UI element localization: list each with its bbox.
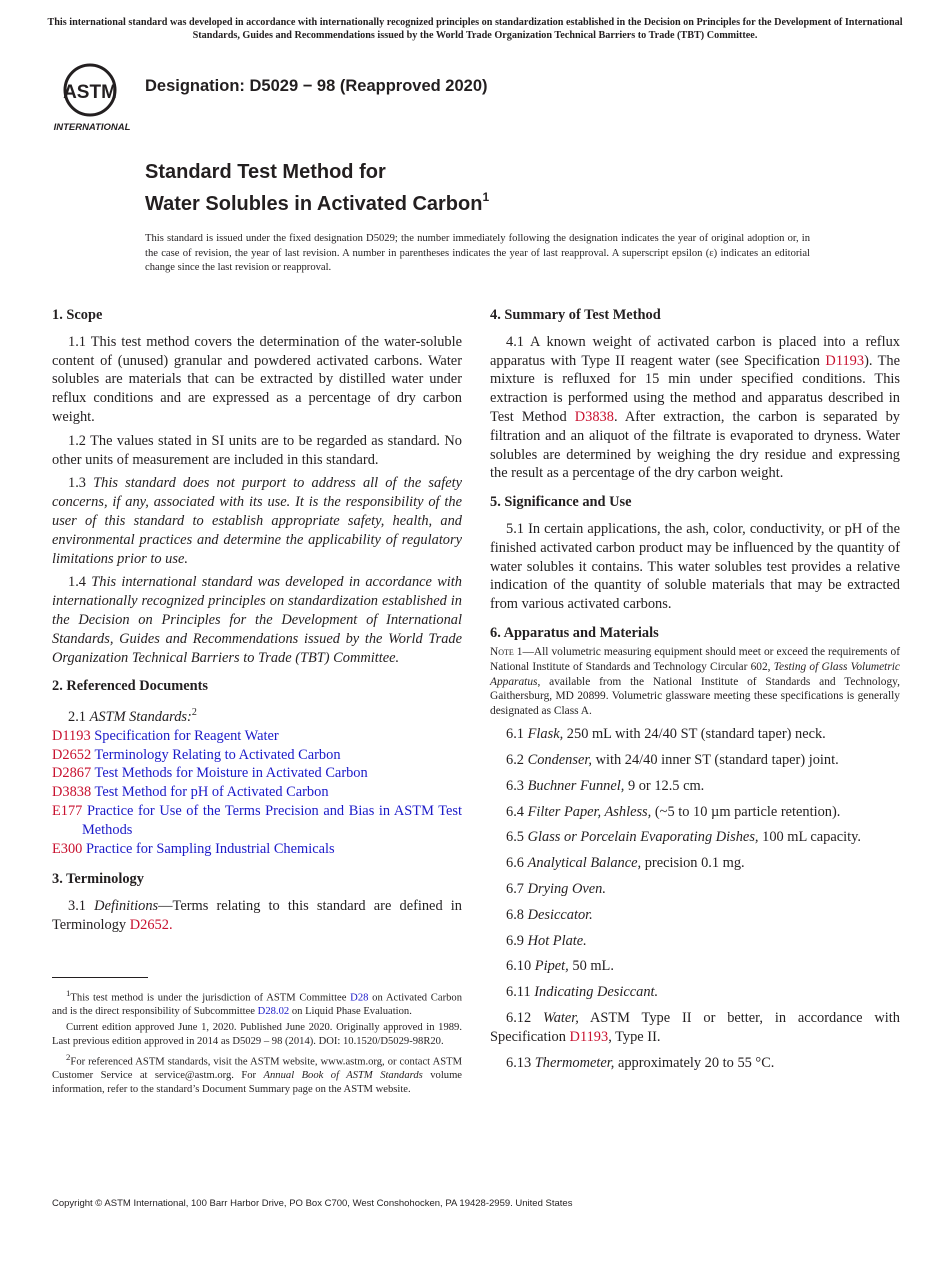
apparatus-item: 6.2 Condenser, with 24/40 inner ST (standard taper) joint. bbox=[506, 752, 839, 769]
apparatus-item: 6.3 Buchner Funnel, 9 or 12.5 cm. bbox=[506, 777, 705, 794]
logo-subtitle: INTERNATIONAL bbox=[53, 122, 131, 133]
referenced-heading: 2. Referenced Documents bbox=[52, 678, 208, 695]
reference-item bbox=[52, 764, 462, 783]
summary-heading: 4. Summary of Test Method bbox=[490, 307, 661, 323]
summary-4-1: 4.1 A known weight of activated carbon is placed into a reflux apparatus with Type II reagent water (see Specification D1193). The mixture is refluxed for 15 min under specified conditions. This extraction is performed using the method and apparatus described in Test Method D3838. After extraction, the carbon is separated by filtration and an aliquot of the filtrate is evaporated to dryness. Water solubles are determined by weighing the dry residue and expressing the result as a percentage of the dry carbon weight. bbox=[490, 333, 900, 482]
footnote-2: $^2$For referenced ASTM standards, visit the ASTM website, www.astm.org, or contact ASTM Customer Service at service@astm.org. For Annual Book of ASTM Standards volume information, refer to the standard’s Document Summary page on the ASTM website. bbox=[52, 1052, 463, 1095]
apparatus-item: 6.11 Indicating Desiccant. bbox=[506, 984, 659, 1001]
significance-heading: 5. Significance and Use bbox=[490, 494, 632, 511]
reference-list bbox=[52, 727, 462, 859]
footnote-edition: Current edition approved June 1, 2020. Published June 2020. Originally approved in 1989. Last previous edition approved in 2014 as D5029 – 98 (2014). DOI: 10.1520/D5029-98R20. bbox=[52, 1022, 462, 1047]
reference-item bbox=[52, 840, 462, 859]
astm-logo-icon bbox=[52, 58, 136, 134]
scope-heading: 1. Scope bbox=[52, 307, 103, 323]
reference-title-link[interactable]: Practice for Sampling Industrial Chemicals bbox=[86, 840, 335, 857]
scope-1-1: 1.1 This test method covers the determination of the water-soluble content of (unused) granular and powdered activated carbons. Water solubles are materials that can be extracted by distilled water under reflux conditions and are expressed as a percentage of dry carbon weight. bbox=[52, 333, 462, 425]
reference-title-link[interactable]: Test Methods for Moisture in Activated Carbon bbox=[94, 765, 368, 782]
reference-item bbox=[52, 727, 462, 746]
reference-item bbox=[52, 783, 462, 802]
footnotes bbox=[52, 987, 462, 1099]
reference-code-link[interactable]: D2867 bbox=[52, 765, 92, 782]
terminology-link[interactable]: D2652 bbox=[129, 916, 169, 933]
reference-title-link[interactable]: Practice for Use of the Terms Precision and Bias in ASTM Test Methods bbox=[82, 802, 462, 838]
reference-item bbox=[52, 802, 462, 840]
apparatus-item: 6.13 Thermometer, approximately 20 to 55 °C. bbox=[506, 1054, 775, 1071]
apparatus-item: 6.1 Flask, 250 mL with 24/40 ST (standard taper) neck. bbox=[506, 726, 826, 743]
reference-code-link[interactable]: D2652 bbox=[52, 746, 92, 763]
scope-1-4: 1.4 This international standard was developed in accordance with internationally recognized principles on standardization established in the Decision on Principles for the Development of International Standards, Guides and Recommendations issued by the World Trade Organization Technical Barriers to Trade (TBT) Committee. bbox=[52, 574, 462, 666]
apparatus-item: 6.12 Water, ASTM Type II or better, in accordance with Specification D1193, Type II. bbox=[490, 1010, 900, 1045]
logo-text: ASTM bbox=[63, 82, 117, 103]
apparatus-item: 6.8 Desiccator. bbox=[506, 906, 593, 923]
footnote-link-d28[interactable]: D28 bbox=[350, 992, 369, 1004]
reference-code-link[interactable]: D1193 bbox=[52, 727, 91, 744]
copyright-footer: Copyright © ASTM International, 100 Barr Harbor Drive, PO Box C700, West Conshohocken, PA 19428-2959. United States bbox=[52, 1198, 573, 1209]
apparatus-item: 6.7 Drying Oven. bbox=[506, 881, 606, 898]
terminology-3-1: 3.1 Definitions—Terms relating to this standard are defined in Terminology D2652. bbox=[52, 898, 462, 933]
designation: Designation: D5029 − 98 (Reapproved 2020) bbox=[145, 77, 488, 95]
summary-link-d3838[interactable]: D3838 bbox=[574, 408, 614, 425]
reference-code-link[interactable]: E300 bbox=[52, 840, 83, 857]
right-column bbox=[490, 306, 900, 1079]
document-title bbox=[145, 160, 489, 217]
footnote-link-d2802[interactable]: D28.02 bbox=[257, 1005, 290, 1017]
water-link-d1193[interactable]: D1193 bbox=[569, 1028, 609, 1045]
apparatus-list bbox=[490, 725, 900, 1002]
footnote-1: $^1$This test method is under the jurisdiction of ASTM Committee D28 on Activated Carbon and is the direct responsibility of Subcommittee D28.02 on Liquid Phase Evaluation. bbox=[52, 988, 462, 1017]
reference-title-link[interactable]: Test Method for pH of Activated Carbon bbox=[94, 784, 329, 801]
terminology-heading: 3. Terminology bbox=[52, 871, 144, 888]
apparatus-item: 6.6 Analytical Balance, precision 0.1 mg. bbox=[506, 855, 745, 872]
significance-5-1: 5.1 In certain applications, the ash, color, conductivity, or pH of the finished activated carbon product may be influenced by the quantity of water solubles it contains. This water solubles test provides a relative indication of the quantity of soluble materials that may be extracted from various activated carbons. bbox=[490, 520, 900, 613]
apparatus-item: 6.5 Glass or Porcelain Evaporating Dishes, 100 mL capacity. bbox=[506, 829, 861, 846]
title-line-2: Water Solubles in Activated Carbon bbox=[145, 193, 483, 215]
reference-item bbox=[52, 746, 462, 765]
left-column bbox=[52, 306, 462, 940]
apparatus-item: 6.10 Pipet, 50 mL. bbox=[506, 958, 614, 975]
reference-title-link[interactable]: Terminology Relating to Activated Carbon bbox=[94, 746, 341, 763]
scope-1-2: 1.2 The values stated in SI units are to be regarded as standard. No other units of measurement are included in this standard. bbox=[52, 432, 462, 468]
apparatus-item: 6.9 Hot Plate. bbox=[506, 932, 587, 949]
summary-link-d1193[interactable]: D1193 bbox=[825, 352, 865, 369]
title-line-1: Standard Test Method for bbox=[145, 161, 386, 183]
reference-code-link[interactable]: D3838 bbox=[52, 784, 92, 801]
astm-standards-label: 2.1 ASTM Standards:$^2$ bbox=[68, 707, 197, 725]
footnote-divider bbox=[52, 977, 148, 978]
apparatus-heading: 6. Apparatus and Materials bbox=[490, 624, 659, 641]
apparatus-item: 6.4 Filter Paper, Ashless, (~5 to 10 µm particle retention). bbox=[506, 803, 841, 820]
reference-code-link[interactable]: E177 bbox=[52, 802, 83, 819]
scope-1-3: 1.3 This standard does not purport to address all of the safety concerns, if any, associated with its use. It is the responsibility of the user of this standard to establish appropriate safety, health, and environmental practices and determine the applicability of regulatory limitations prior to use. bbox=[52, 475, 462, 567]
reference-title-link[interactable]: Specification for Reagent Water bbox=[94, 727, 279, 744]
issued-note: This standard is issued under the fixed designation D5029; the number immediately following the designation indicates the year of original adoption or, in the case of revision, the year of last revision. A number in parentheses indicates the year of last reapproval. A superscript epsilon (ε) indicates an editorial change since the last revision or reapproval. bbox=[145, 233, 810, 274]
top-notice: This international standard was developed in accordance with internationally recognized principles on standardization established in the Decision on Principles for the Development of International Standards, Guides and Recommendations issued by the World Trade Organization Technical Barriers to Trade (TBT) Committee. bbox=[47, 17, 903, 41]
title-footnote-mark: 1 bbox=[482, 190, 490, 204]
apparatus-note: Note 1—All volumetric measuring equipment should meet or exceed the requirements of National Institute of Standards and Technology Circular 602, Testing of Glass Volumetric Apparatus, available from the National Institute of Standards and Technology, Gaithersburg, MD 20899. Volumetric glassware meeting these specifications is generally designated as Class A. bbox=[490, 645, 900, 718]
